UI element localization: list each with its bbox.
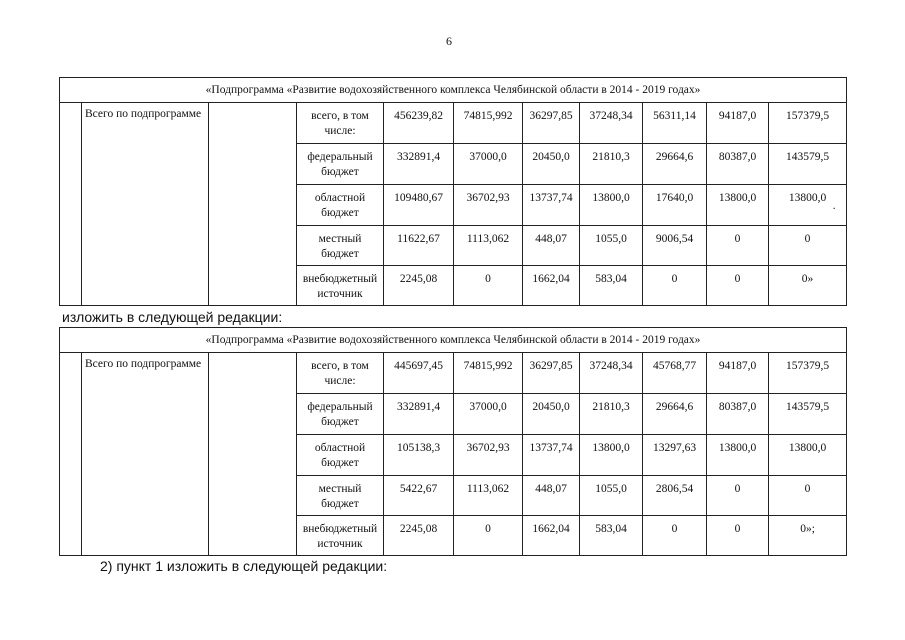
value-cell: 5422,67 xyxy=(384,476,454,516)
row-label: федеральный бюджет xyxy=(297,394,384,435)
empty-cell xyxy=(209,103,297,306)
subprogram-table-new xyxy=(59,327,847,556)
row-label: внебюджетный источник xyxy=(297,266,384,306)
value-cell: 448,07 xyxy=(523,226,580,266)
value-cell: 13737,74 xyxy=(523,185,580,226)
value-cell: 0 xyxy=(643,516,707,556)
subprogram-table-old xyxy=(59,77,847,306)
value-cell: 0 xyxy=(707,476,769,516)
value-cell: 13800,0 xyxy=(580,185,643,226)
value-cell: 36702,93 xyxy=(454,435,523,476)
total-label: Всего по подпрограмме xyxy=(82,353,209,556)
row-label: всего, в том числе: xyxy=(297,353,384,394)
value-cell: 0 xyxy=(707,516,769,556)
row-label: местный бюджет xyxy=(297,226,384,266)
empty-cell xyxy=(209,353,297,556)
value-cell: 21810,3 xyxy=(580,144,643,185)
value-cell: 74815,992 xyxy=(454,103,523,144)
value-cell: 1662,04 xyxy=(523,266,580,306)
value-cell: 0 xyxy=(707,266,769,306)
value-cell: 13800,0 xyxy=(580,435,643,476)
value-cell: 36702,93 xyxy=(454,185,523,226)
value-cell: 0 xyxy=(454,266,523,306)
value-cell: 13297,63 xyxy=(643,435,707,476)
table-title: «Подпрограмма «Развитие водохозяйственного комплекса Челябинской области в 2014 - 2019 годах» xyxy=(60,328,847,353)
value-cell: 94187,0 xyxy=(707,103,769,144)
value-cell: 1662,04 xyxy=(523,516,580,556)
value-cell: 56311,14 xyxy=(643,103,707,144)
value-cell: 80387,0 xyxy=(707,144,769,185)
value-cell: 0» xyxy=(769,266,847,306)
row-label: областной бюджет xyxy=(297,185,384,226)
value-cell: 13800,0 xyxy=(769,435,847,476)
value-cell: 143579,5 xyxy=(769,394,847,435)
row-label: местный бюджет xyxy=(297,476,384,516)
stray-mark: · xyxy=(832,202,837,215)
row-label: всего, в том числе: xyxy=(297,103,384,144)
value-cell: 456239,82 xyxy=(384,103,454,144)
value-cell: 157379,5 xyxy=(769,103,847,144)
value-cell: 37000,0 xyxy=(454,144,523,185)
value-cell: 0»; xyxy=(769,516,847,556)
value-cell: 445697,45 xyxy=(384,353,454,394)
empty-cell xyxy=(60,103,82,306)
value-cell: 1113,062 xyxy=(454,476,523,516)
value-cell: 0 xyxy=(454,516,523,556)
value-cell: 11622,67 xyxy=(384,226,454,266)
value-cell: 94187,0 xyxy=(707,353,769,394)
page-number: 6 xyxy=(446,34,452,48)
value-text: 13800,0 xyxy=(788,192,827,204)
value-cell: 21810,3 xyxy=(580,394,643,435)
value-cell: 0 xyxy=(769,476,847,516)
row-label: федеральный бюджет xyxy=(297,144,384,185)
table-title: «Подпрограмма «Развитие водохозяйственного комплекса Челябинской области в 2014 - 2019 годах» xyxy=(60,78,847,103)
value-cell: 20450,0 xyxy=(523,394,580,435)
value-cell: 0 xyxy=(707,226,769,266)
value-cell: 2245,08 xyxy=(384,516,454,556)
empty-cell xyxy=(60,353,82,556)
value-cell: 143579,5 xyxy=(769,144,847,185)
value-cell: 37000,0 xyxy=(454,394,523,435)
value-cell: 332891,4 xyxy=(384,394,454,435)
value-cell: 1055,0 xyxy=(580,226,643,266)
value-cell: 332891,4 xyxy=(384,144,454,185)
value-cell: 583,04 xyxy=(580,266,643,306)
value-cell: 36297,85 xyxy=(523,103,580,144)
value-cell: 0 xyxy=(769,226,847,266)
value-cell: 583,04 xyxy=(580,516,643,556)
value-cell: 1055,0 xyxy=(580,476,643,516)
value-cell: 36297,85 xyxy=(523,353,580,394)
value-cell: 80387,0 xyxy=(707,394,769,435)
value-cell: 37248,34 xyxy=(580,353,643,394)
value-cell: 1113,062 xyxy=(454,226,523,266)
amendment-note-2: 2) пункт 1 изложить в следующей редакции: xyxy=(100,558,388,574)
value-cell: 17640,0 xyxy=(643,185,707,226)
value-cell: 20450,0 xyxy=(523,144,580,185)
amendment-note: изложить в следующей редакции: xyxy=(62,309,283,325)
value-cell: 2245,08 xyxy=(384,266,454,306)
value-cell: 13800,0 xyxy=(707,435,769,476)
value-cell: 448,07 xyxy=(523,476,580,516)
value-cell: 29664,6 xyxy=(643,144,707,185)
value-cell: 45768,77 xyxy=(643,353,707,394)
value-cell: 13800,0 xyxy=(707,185,769,226)
row-label: областной бюджет xyxy=(297,435,384,476)
value-cell: 109480,67 xyxy=(384,185,454,226)
row-label: внебюджетный источник xyxy=(297,516,384,556)
total-label: Всего по подпрограмме xyxy=(82,103,209,306)
value-cell xyxy=(769,185,847,226)
value-cell: 37248,34 xyxy=(580,103,643,144)
value-cell: 29664,6 xyxy=(643,394,707,435)
value-cell: 9006,54 xyxy=(643,226,707,266)
value-cell: 74815,992 xyxy=(454,353,523,394)
value-cell: 157379,5 xyxy=(769,353,847,394)
value-cell: 13737,74 xyxy=(523,435,580,476)
value-cell: 0 xyxy=(643,266,707,306)
value-cell: 2806,54 xyxy=(643,476,707,516)
value-cell: 105138,3 xyxy=(384,435,454,476)
